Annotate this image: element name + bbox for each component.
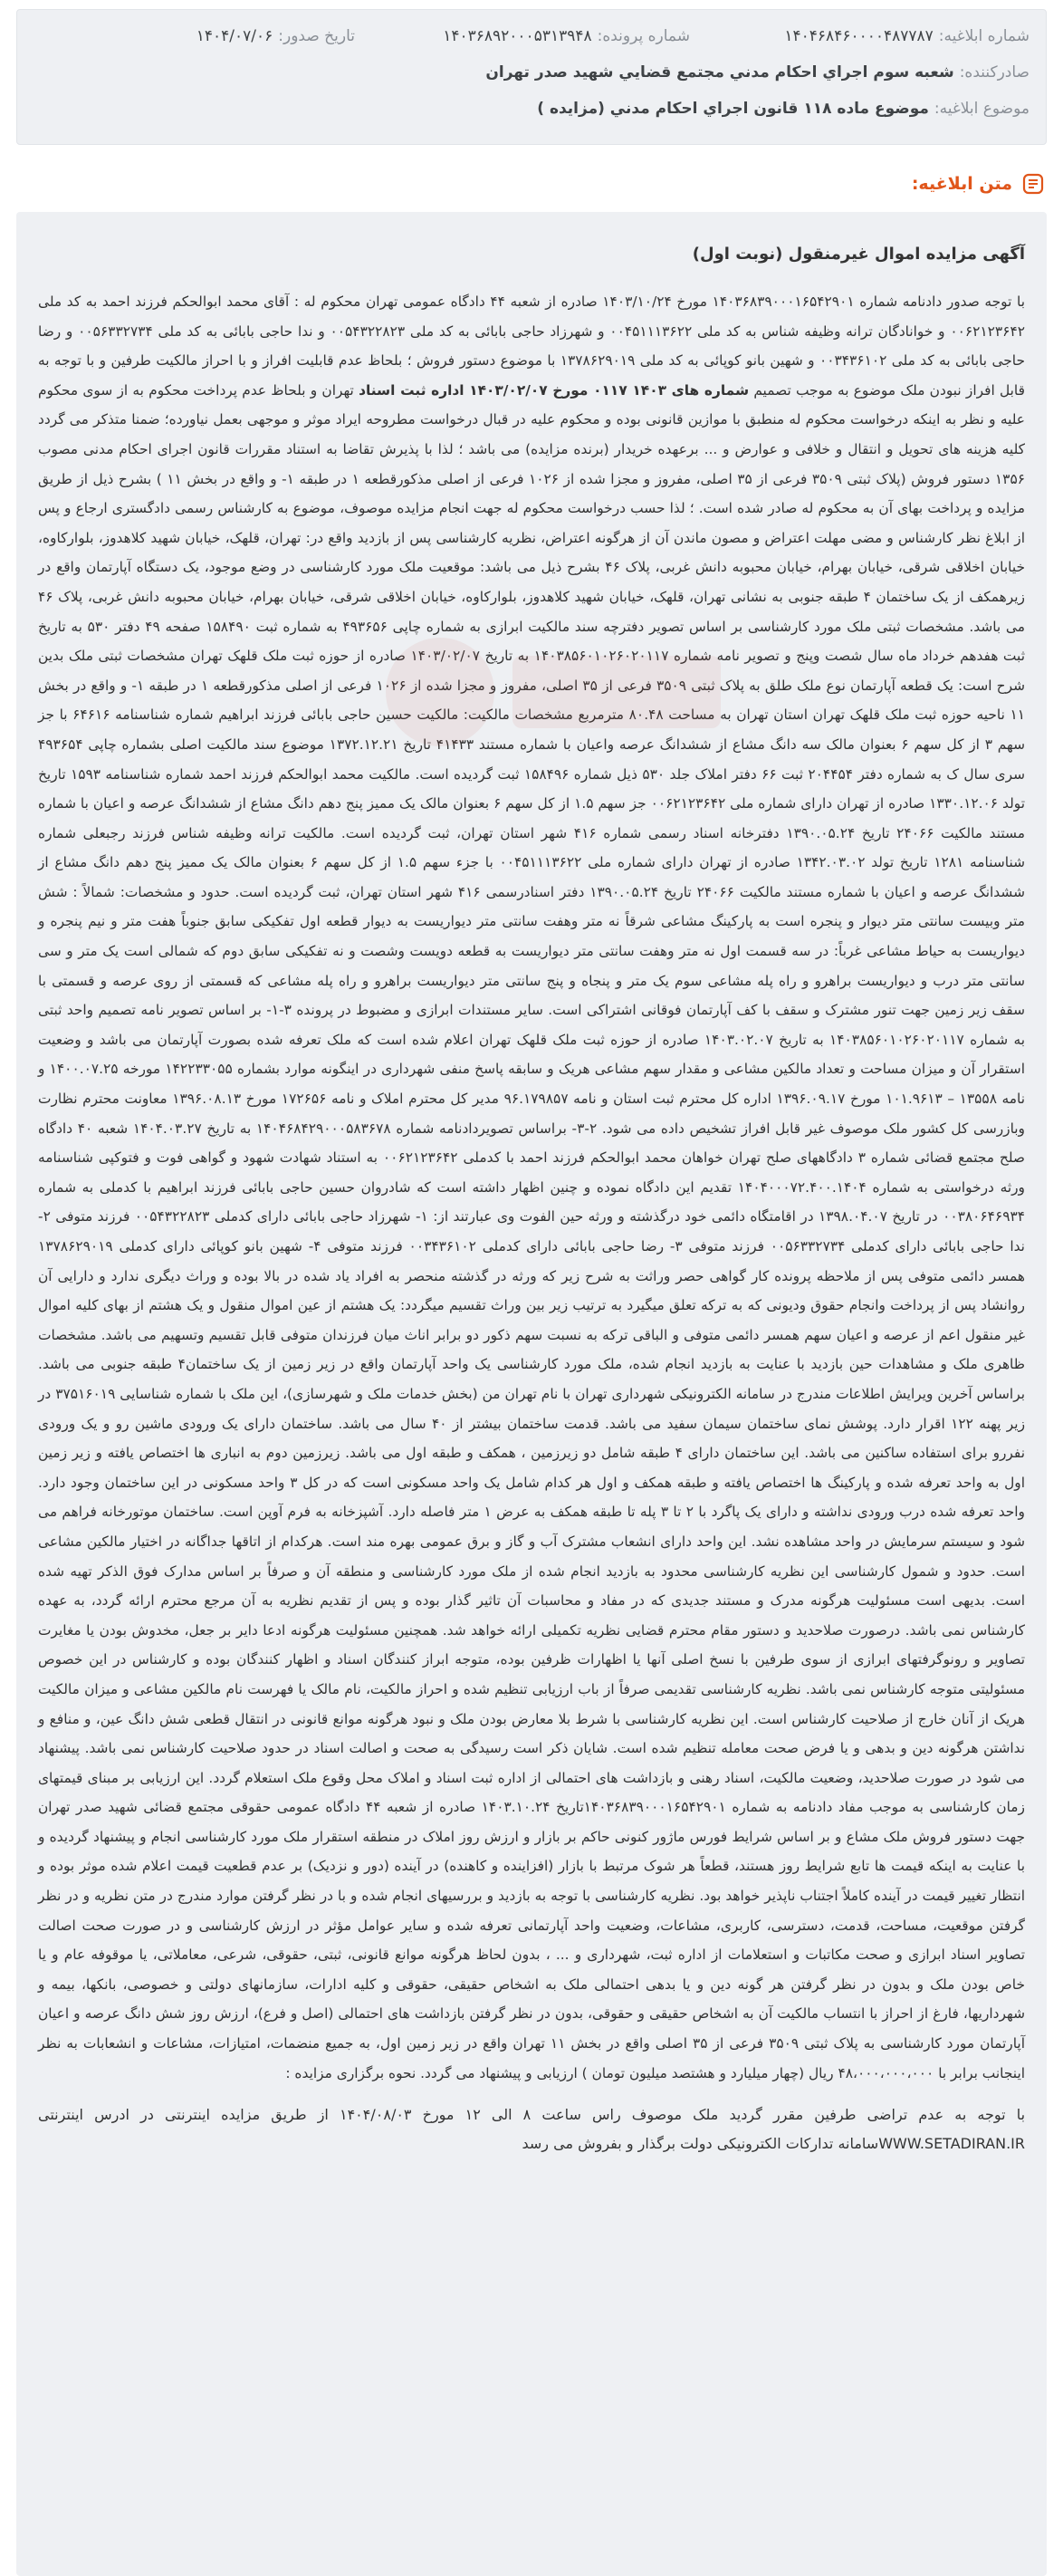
auction-procedure-text: با توجه به عدم تراضی طرفین مقرر گردید ملک موصوف راس ساعت ۸ الی ۱۲ مورخ ۱۴۰۴/۰۸/۰۳ از طریق مزایده اینترنتی در ادرس اینترنتی WWW.SETADIRAN.IRسامانه تدارکات الکترونیکی دولت برگذار و بفروش می رسد [38,2106,1026,2153]
issue-date-value: ۱۴۰۴/۰۷/۰۶ [196,27,273,45]
page-root [0,9,1063,2576]
document-text-icon [1020,170,1047,197]
paragraph-bold-reference: شماره های ۱۴۰۳ ۰۱۱۷ مورخ ۱۴۰۳/۰۲/۰۷ اداره ثبت اسناد [359,381,750,399]
case-number-value: ۱۴۰۳۶۸۹۲۰۰۰۵۳۱۳۹۴۸ [443,27,592,45]
ad-number-value: ۱۴۰۴۶۸۴۶۰۰۰۰۴۸۷۷۸۷ [784,27,934,45]
header-row-1 [34,24,1029,48]
notice-heading: آگهی مزایده اموال غیرمنقول (نوبت اول) [692,245,1025,264]
notice-text-title: متن ابلاغیه: [911,174,1012,194]
paragraph-part-2: تهران و بلحاظ عدم پرداخت محکوم به از سوی محکوم علیه و نظر به اینکه درخواست محکوم له منطبق با موازین قانونی بوده و محکوم علیه در قبال درخواست مطروحه ایراد موثر و موجهی بعمل نیاورده؛ ضمنا متذکر می گردد کلیه هزینه های تحویل و انتقال و خلافی و عوارض و ... برعهده خریدار (برنده مزایده) می باشد ؛ لذا با پذیرش تقاضا به استناد مقررات قانون اجرای احکام مدنی مصوب ۱۳۵۶ دستور فروش (پلاک ثبتی ۳۵۰۹ فرعی از ۳۵ اصلی، مفروز و مجزا شده از ۱۰۲۶ فرعی از اصلی مذکورقطعه ۱ در طبقه ۱- و واقع در بخش ۱۱ ) بشرح ذیل از طریق مزایده و پرداخت بهای آن به محکوم له صادر شده است. ؛ لذا حسب درخواست محکوم له جهت انجام مزایده موصوف، موضوع به کارشناس رسمی دادگستری ارجاع و پس از ابلاغ نظر کارشناس و مضی مهلت اعتراض و مصون ماندن آن از هرگونه اعتراض، نظریه کارشناسی پس از بازدید واقع در: تهران، قلهک، خیابان شهید کلاهدوز، بلوارکاوه، خیابان اخلاقی شرقی، خیابان بهرام، خیابان محبوبه دانش غربی، پلاک ۴۶ بشرح ذیل می باشد: موقعیت ملک مورد کارشناسی در وضع موجود، یک دستگاه آپارتمان واقع در زیرهمکف از یک ساختمان ۴ طبقه جنوبی به نشانی تهران، قلهک، خیابان شهید کلاهدوز، بلوارکاوه، خیابان اخلاقی شرقی، خیابان بهرام، خیابان محبوبه دانش غربی، پلاک ۴۶ می باشد. مشخصات ثبتی ملک مورد کارشناسی بر اساس تصویر دفترچه سند مالکیت ابرازی به شماره چاپی ۴۹۳۶۵۶ به شماره ثبت ۱۵۸۴۹۰ صفحه ۴۹ دفتر ۵۳۰ به تاریخ ثبت هفدهم خرداد ماه سال شصت وپنج و تصویر نامه شماره ۱۴۰۳۸۵۶۰۱۰۲۶۰۲۰۱۱۷ به تاریخ ۱۴۰۳/۰۲/۰۷ صادره از حوزه ثبت ملک قلهک تهران مشخصات ثبتی ملک بدین شرح است: یک قطعه آپارتمان نوع ملک طلق به پلاک ثبتی ۳۵۰۹ فرعی از ۳۵ اصلی، مفروز و مجزا شده از ۱۰۲۶ فرعی از اصلی مذکورقطعه ۱ در طبقه ۱- و واقع در بخش ۱۱ ناحیه حوزه ثبت ملک قلهک تهران استان تهران به مساحت ۸۰.۴۸ مترمربع مشخصات مالکیت: مالکیت حسین حاجی بابائی فرزند ابراهیم شماره شناسنامه ۶۴۶۱۶ با جز سهم ۳ از کل سهم ۶ بعنوان مالک سه دانگ مشاع از ششدانگ عرصه واعیان با شماره مستند ۴۱۴۳۳ تاریخ ۱۳۷۲.۱۲.۲۱ موضوع سند مالکیت اصلی بشماره چاپی ۴۹۳۶۵۴ سری سال ک به شماره دفتر ۲۰۴۴۵۴ ثبت ۶۶ دفتر املاک جلد ۵۳۰ ذیل شماره ۱۵۸۴۹۶ ثبت گردیده است. مالکیت محمد ابوالحکم فرزند احمد شماره شناسنامه ۱۵۹۳ تاریخ تولد ۱۳۳۰.۱۲.۰۶ صادره از تهران دارای شماره ملی ۰۰۶۲۱۲۳۶۴۲ جز سهم ۱.۵ از کل سهم ۶ بعنوان مالک یک ممیز پنج دهم دانگ مشاع از ششدانگ عرصه و اعیان با شماره مستند مالکیت ۲۴۰۶۶ تاریخ ۱۳۹۰.۰۵.۲۴ دفترخانه اسناد رسمی شماره ۴۱۶ شهر استان تهران، ثبت گردیده است. مالکیت ترانه وظیفه شناس فرزند رجبعلی شماره شناسنامه ۱۲۸۱ تاریخ تولد ۱۳۴۲.۰۳.۰۲ صادره از تهران دارای شماره ملی ۰۰۴۵۱۱۱۳۶۲۲ با جزء سهم ۱.۵ از کل سهم ۶ بعنوان مالک یک ممیز پنج دهم دانگ مشاع از ششدانگ عرصه و اعیان با شماره مستند مالکیت ۲۴۰۶۶ تاریخ ۱۳۹۰.۰۵.۲۴ دفتر اسنادرسمی ۴۱۶ شهر استان تهران، ثبت گردیده است. حدود و مشخصات: شمالاً : شش متر وبیست سانتی متر دیوار و پنجره است به پارکینگ مشاعی شرقاً نه متر وهفت سانتی متر دیواریست به دیوار قطعه اول تفکیکی سابق جنوباً هفت متر و نیم پنجره و دیواریست به حیاط مشاعی غرباً: در سه قسمت اول نه متر وهفت سانتی متر دیواریست به قطعه دویست وشصت و نه تفکیکی سابق دوم که شمالی است یک متر و سی سانتی متر درب و دیواریست براهرو و راه پله مشاعی سوم یک متر و پنجاه و پنج سانتی متر دیواریست براهرو و راه پله مشاعی که قسمتی از روی عرصه و قسمتی با سقف زیر زمین جهت تنور مشترک و سقف با کف آپارتمان فوقانی اشتراکی است. سایر مستندات ابرازی و مضبوط در پرونده ۳-۱- بر اساس تصویر نامه تصمیم واحد ثبتی به شماره ۱۴۰۳۸۵۶۰۱۰۲۶۰۲۰۱۱۷ به تاریخ ۱۴۰۳.۰۲.۰۷ صادره از حوزه ثبت ملک قلهک تهران اعلام شده است که ملک تعرفه شده بصورت آپارتمان می باشد و وضعیت استقرار آن و میزان مساحت و تعداد مالکین مشاعی و مقدار سهم مشاعی هریک و سابقه پاسخ منفی شهرداری در اینگونه موارد بشماره ۱۴۲۲۳۳۰۵۵ مورخه ۱۴۰۰.۰۷.۲۵ و نامه ۱۳۵۵۸ – ۱۰۱.۹۶۱۳ مورخ ۱۳۹۶.۰۹.۱۷ اداره کل محترم ثبت استان و نامه ۹۶.۱۷۹۸۵۷ مدیر کل محترم املاک و نامه ۱۷۲۶۵۶ مورخ ۱۳۹۶.۰۸.۱۳ معاونت محترم نظارت وبازرسی کل کشور ملک موصوف غیر قابل افراز تشخیص داده می شود. ۲-۳- براساس تصویردادنامه شماره ۱۴۰۴۶۸۴۲۹۰۰۰۵۸۳۶۷۸ به تاریخ ۱۴۰۴.۰۳.۲۷ شعبه ۴۰ دادگاه صلح مجتمع قضائی شماره ۳ دادگاههای صلح تهران خواهان محمد ابوالحکم فرزند احمد با کدملی ۰۰۶۲۱۲۳۶۴۲ به استناد شهادت شهود و گواهی فوت و فتوکپی شناسنامه ورثه درخواستی به شماره ۱۴۰۴۰۰۰۷۲.۴۰۰.۱۴۰۴ تقدیم این دادگاه نموده و چنین اظهار داشته است که شادروان حسین حاجی بابائی فرزند ابراهیم با کدملی به شماره ۰۰۳۸۰۶۴۶۹۳۴ در تاریخ ۱۳۹۸.۰۴.۰۷ در اقامتگاه دائمی خود درگذشته و ورثه حین الفوت وی عبارتند از: ۱- شهرزاد حاجی بابائی دارای کدملی ۰۰۵۴۳۲۲۸۲۳ فرزند متوفی ۲- ندا حاجی بابائی دارای کدملی ۰۰۵۶۳۳۲۷۳۴ فرزند متوفی ۳- رضا حاجی بابائی دارای کدملی ۰۰۳۴۳۶۱۰۲ فرزند متوفی ۴- شهین بانو کوپائی دارای کدملی ۱۳۷۸۶۲۹۰۱۹ همسر دائمی متوفی پس از ملاحظه پرونده کار گواهی حصر وراثت به شرح زیر که ورثه در گذشته منحصر به افراد یاد شده در بالا بوده و وراث دیگری ندارد و دارایی آن روانشاد پس از پرداخت وانجام حقوق ودیونی که به ترکه تعلق میگیرد به ترتیب زیر بین وراث تقسیم میگردد: یک هشتم از عین اموال منقول و یک هشتم از بهای کلیه اموال غیر منقول اعم از عرصه و اعیان سهم همسر دائمی متوفی و الباقی ترکه به نسبت سهم ذکور دو برابر اناث میان فرزندان متوفی قابل تقسیم وتسهیم می باشد. مشخصات ظاهری ملک و مشاهدات حین بازدید با عنایت به بازدید انجام شده، ملک مورد کارشناسی یک واحد آپارتمان واقع در زیر زمین از یک ساختمان۴ طبقه جنوبی می باشد. براساس آخرین ویرایش اطلاعات مندرج در سامانه الکترونیکی شهرداری تهران با نام تهران من (بخش خدمات ملک و شهرسازی)، این ملک با شماره شناسایی ۳۷۵۱۶۰۱۹ در زیر پهنه ۱۲۲ اقرار دارد. پوشش نمای ساختمان سیمان سفید می باشد. قدمت ساختمان بیشتر از ۴۰ سال می باشد. ساختمان دارای یک ورودی ماشین رو و یک ورودی نفررو برای استفاده ساکنین می باشد. این ساختمان دارای ۴ طبقه شامل دو زیرزمین ، همکف و طبقه اول می باشد. زیرزمین دوم به انباری ها اختصاص یافته و زیر زمین اول به واحد تعرفه شده و پارکینگ ها اختصاص یافته و طبقه همکف و اول هر کدام شامل یک واحد مسکونی است که در کل ۳ واحد مسکونی در این ساختمان وجود دارد. واحد تعرفه شده درب ورودی نداشته و دارای یک پاگرد با ۲ تا ۳ پله تا طبقه همکف به عرض ۱ متر فاصله دارد. آشپزخانه به فرم آوپن است. ساختمان موتورخانه فراهم می شود و سیستم سرمایش در واحد مشاهده نشد. این واحد دارای انشعاب مشترک آب و گاز و برق عمومی بهره مند است. هرکدام از اتاقها جداگانه در اختیار مالکین مشاعی است. حدود و شمول کارشناسی این نظریه کارشناسی محدود به بازدید انجام شده از ملک مورد کارشناسی و منطقه آن و صرفاً بر اساس مدارک فوق الذکر تهیه شده است. بدیهی است مسئولیت هرگونه مدرک و مستند جدیدی که در مفاد و محاسبات آن تاثیر گذار بوده و پس از تقدیم نظریه به آن مرجع محترم ارائه گردد، به عهده کارشناس نمی باشد. درصورت صلاحدید و دستور مقام محترم قضایی نظریه تکمیلی ارائه خواهد شد. همچنین مسئولیت هرگونه ادعا دایر بر جعل، مخدوش بودن یا مغایرت تصاویر و رونوگرفتهای ابرازی از سوی طرفین با نسخ اصلی آنها یا اظهارات ظرفین بوده، متوجه ابراز کنندگان اسناد و اظهار کنندگان بوده و کارشناس در این خصوص مسئولیتی متوجه کارشناس نمی باشد. نظریه کارشناسی تقدیمی صرفاً از باب ارزیابی تنظیم شده و احراز مالکیت، نام مالک یا فهرست نام مالکین مشاعی و میزان مالکیت هریک از آنان خارج از صلاحیت کارشناس است. این نظریه کارشناسی با شرط بلا معارض بودن ملک و نبود هرگونه موانع قانونی در انتقال قطعی شش دانگ عین، و منافع و نداشتن هرگونه دین و بدهی و یا فرض صحت معامله تنظیم شده است. شایان ذکر است رسیدگی به صحت و اصالت اسناد در حدود صلاحیت کارشناس نمی باشد. پیشنهاد می شود در صورت صلاحدید، وضعیت مالکیت، اسناد رهنی و بازداشت های احتمالی از اداره ثبت اسناد و املاک محل وقوع ملک استعلام گردد. این ارزیابی بر مبنای قیمتهای زمان کارشناسی به موجب مفاد دادنامه به شماره ۱۴۰۳۶۸۳۹۰۰۰۱۶۵۴۲۹۰۱تاریخ ۱۴۰۳.۱۰.۲۴ صادره از شعبه ۴۴ دادگاه عمومی حقوقی مجتمع قضائی شهید صدر تهران جهت دستور فروش ملک مشاع و بر اساس شرایط فورس ماژور کنونی حاکم بر بازار و ارزش روز املاک در منطقه استقرار ملک مورد کارشناسی انجام و پیشنهاد گردیده و با عنایت به اینکه قیمت ها تابع شرایط روز هستند، قطعاً هر شوک مرتبط با بازار (افزاینده و کاهنده) در آینده (دور و نزدیک) بر عدم قطعیت قیمت اعلام شده موثر بوده و انتظار تغییر قیمت در آینده کاملاً اجتناب ناپذیر خواهد بود. نظریه کارشناسی با توجه به بازدید و بررسیهای انجام شده و با در نظر گرفتن موارد مندرج در متن نظریه و در نظر گرفتن موقعیت، مساحت، قدمت، دسترسی، کاربری، مشاعات، وضعیت واحد آپارتمانی تعرفه شده و سایر عوامل مؤثر در ارزش کارشناسی و در صورت صحت اصالت تصاویر اسناد ابرازی و صحت مکاتبات و استعلامات از اداره ثبت، شهرداری و ... ، بدون لحاظ هرگونه موانع قانونی، ثبتی، حقوقی، شرعی، معاملاتی، یا موقوفه عام و یا خاص بودن ملک و بدون در نظر گرفتن هر گونه دین و یا بدهی احتمالی ملک به اشخاص حقیقی، حقوقی و کلیه ادارات، سازمانهای دولتی و خصوصی، بانکها، بیمه و شهرداریها، فارغ از احراز با انتساب مالکیت آن به اشخاص حقیقی و حقوقی، بدون در نظر گرفتن بازداشت های احتمالی (اصل و فرع)، ارزش روز شش دانگ عرصه و اعیان آپارتمان مورد کارشناسی به پلاک ثبتی ۳۵۰۹ فرعی از ۳۵ اصلی واقع در بخش ۱۱ تهران واقع در زیر زمین اول، به جمیع منضمات، امتیازات، مشاعات و انشعابات به نظر اینجانب برابر با ۴۸،۰۰۰،۰۰۰،۰۰۰ ریال (چهار میلیارد و هشتصد میلیون تومان ) ارزیابی و پیشنهاد می گردد. نحوه برگزاری مزایده : [38,381,1026,2081]
notice-body [16,212,1047,2576]
issue-date-label: تاریخ صدور: [278,27,355,45]
issuer-label: صادرکننده: [959,63,1029,82]
issue-date-cell [34,24,355,48]
paragraph-part-1: با توجه صدور دادنامه شماره ۱۴۰۳۶۸۳۹۰۰۰۱۶۵۴۲۹۰۱ مورخ ۱۴۰۳/۱۰/۲۴ صادره از شعبه ۴۴ دادگاه عمومی تهران محکوم له : آقای محمد ابوالحکم فرزند احمد به کد ملی ۰۰۶۲۱۲۳۶۴۲ و خوانادگان ترانه وظیفه شناس به کد ملی ۰۰۴۵۱۱۱۳۶۲۲ و شهرزاد حاجی بابائی به کد ملی ۰۰۵۴۳۲۲۸۲۳ و ندا حاجی بابائی به کد ملی ۰۰۵۶۳۳۲۷۳۴ و رضا حاجی بابائی به کد ملی ۰۰۳۴۳۶۱۰۲ و شهین بانو کوپائی به کد ملی ۱۳۷۸۶۲۹۰۱۹ با موضوع دستور فروش ؛ بلحاظ عدم قابلیت افراز و با احراز مالکیت طرفین و با توجه به قابل افراز نبودن ملک موضوع به موجب تصمیم [38,293,1026,399]
header-row-3 [34,97,1029,120]
subject-label: موضوع ابلاغیه: [934,100,1029,118]
case-number-label: شماره پرونده: [597,27,690,45]
notice-text-section-title [16,170,1047,197]
notice-header [16,9,1047,145]
notice-paragraph [38,287,1025,2088]
header-row-2 [34,61,1029,84]
case-number-cell [355,24,690,48]
ad-number-cell [690,24,1029,48]
subject-value: موضوع ماده ۱۱۸ قانون اجراي احكام مدني (مزايده ) [537,100,929,118]
ad-number-label: شماره ابلاغیه: [938,27,1029,45]
issuer-value: شعبه سوم اجراي احكام مدني مجتمع قضايي شهيد صدر تهران [485,63,954,82]
